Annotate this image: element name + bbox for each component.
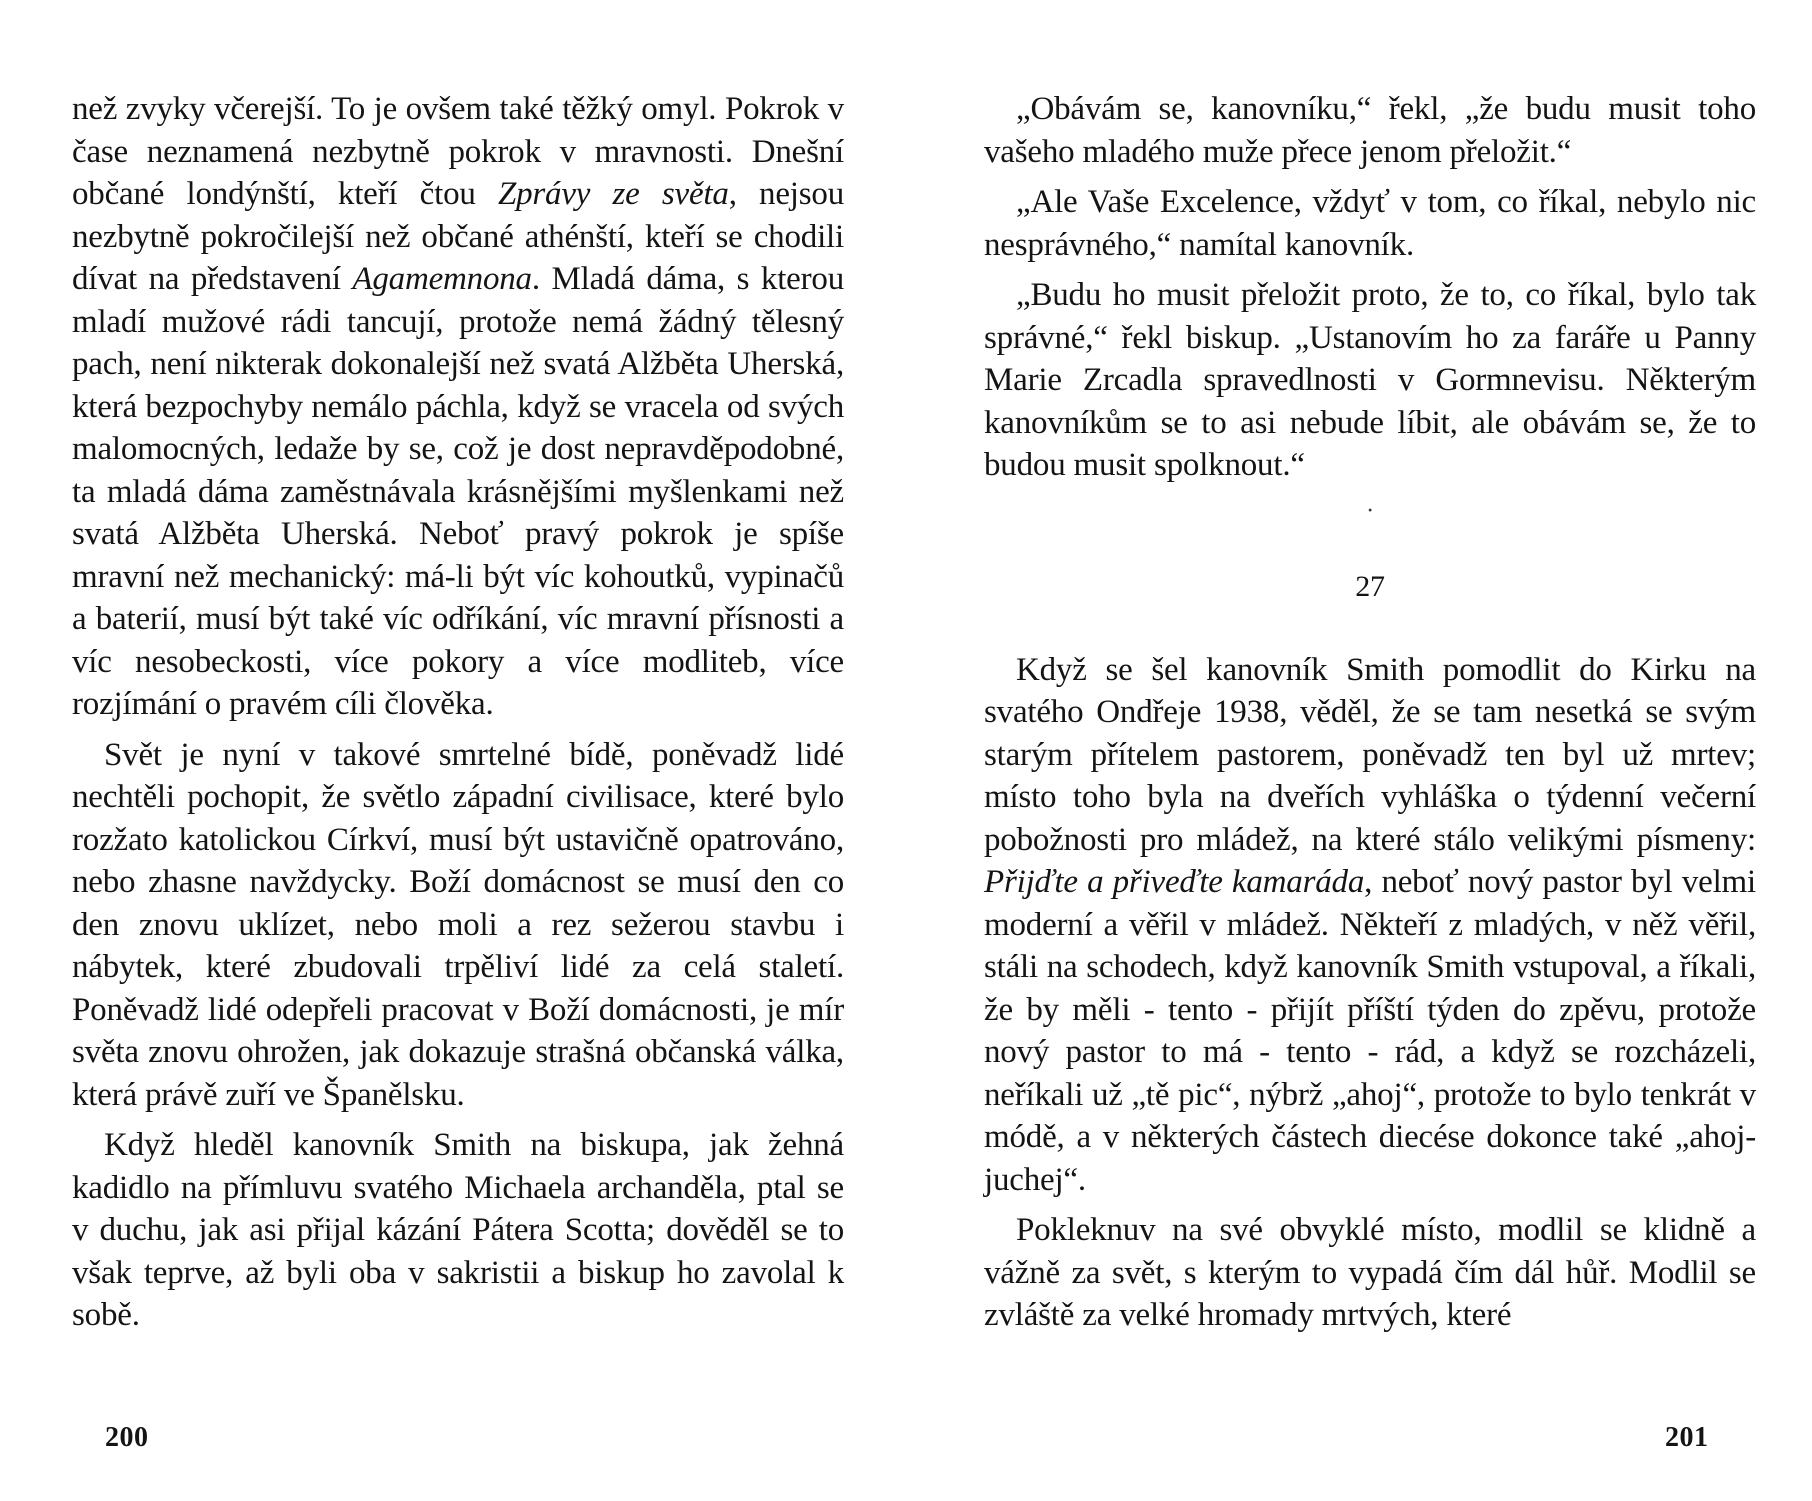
chapter-number: 27	[1355, 569, 1385, 603]
paragraph-text: Když hleděl kanovník Smith na biskupa, jak žehná kadidlo na přímluvu svatého Michaela archanděla, ptal se v duchu, jak asi přijal kázání Pátera Scotta; dověděl se to však teprve, až byli oba v sakristii a biskup ho zavolal k sobě.	[72, 1127, 844, 1333]
paragraph-text: Pokleknuv na své obvyklé místo, modlil se klidně a vážně za svět, s kterým to vypadá čím dál hůř. Modlil se zvláště za velké hromady mrtvých, které	[984, 1212, 1756, 1333]
right-text-before	[984, 88, 1756, 487]
paragraph	[72, 734, 844, 1117]
right-text-column	[984, 88, 1756, 1345]
italic-title-text: Přijďte a přiveďte kamaráda	[984, 864, 1365, 900]
paragraph-text: „Obávám se, kanovníku,“ řekl, „že budu musit toho vašeho mladého muže přece jenom přeložit.“	[984, 91, 1756, 170]
section-ornament: ·	[1366, 497, 1374, 524]
paragraph	[984, 181, 1756, 266]
paragraph	[984, 1209, 1756, 1337]
paragraph-text: „Budu ho musit přeložit proto, že to, co říkal, bylo tak správné,“ řekl biskup. „Ustanovím ho za faráře u Panny Marie Zrcadla spravedlnosti v Gormnevisu. Některým kanovníkům se to asi nebude líbit, ale obávám se, že to budou musit spolknout.“	[984, 277, 1756, 483]
paragraph-text: „Ale Vaše Excelence, vždyť v tom, co říkal, nebylo nic nesprávného,“ namítal kanovník.	[984, 184, 1756, 263]
paragraph	[984, 274, 1756, 487]
paragraph-text: , nejsou nezbytně pokročilejší než občané athénští, kteří se chodili dívat na představení	[72, 176, 844, 297]
left-text-column	[72, 88, 844, 1345]
italic-title-text: Agamemnona	[352, 261, 532, 297]
paragraph-text: Když se šel kanovník Smith pomodlit do Kirku na svatého Ondřeje 1938, věděl, že se tam nesetká se svým starým přítelem pastorem, poněvadž ten byl už mrtev; místo toho byla na dveřích vyhláška o týdenní večerní pobožnosti pro mládež, na které stálo velikými písmeny:	[984, 651, 1756, 858]
italic-title-text: Zprávy ze světa	[497, 176, 729, 212]
paragraph	[984, 88, 1756, 173]
right-page	[906, 0, 1812, 1501]
paragraph	[72, 88, 844, 726]
page-number-right: 201	[1665, 1422, 1709, 1453]
paragraph-text: , neboť nový pastor byl velmi moderní a věřil v mládež. Někteří z mladých, v něž věřil, stáli na schodech, když kanovník Smith vstupoval, a říkali, že by měli - tento - přijít příští týden do zpěvu, protože nový pastor to má - tento - rád, a když se rozcházeli, neříkali už „tě pic“, nýbrž „ahoj“, protože to bylo tenkrát v módě, a v některých částech diecése dokonce také „ahoj-juchej“.	[984, 864, 1756, 1198]
paragraph	[72, 1124, 844, 1337]
right-text-after	[984, 649, 1756, 1337]
page-number-left: 200	[105, 1422, 149, 1453]
paragraph-text: než zvyky včerejší. To je ovšem také těžký omyl. Pokrok v čase neznamená nezbytně pokrok v mravnosti. Dnešní občané londýnští, kteří čtou	[72, 91, 844, 212]
paragraph-text: Svět je nyní v takové smrtelné bídě, poněvadž lidé nechtěli pochopit, že světlo západní civilisace, které bylo rozžato katolickou Církví, musí být ustavičně opatrováno, nebo zhasne navždycky. Boží domácnost se musí den co den znovu uklízet, nebo moli a rez sežerou stavbu i nábytek, které zbudovali trpěliví lidé za celá staletí. Poněvadž lidé odepřeli pracovat v Boží domácnosti, je mír světa znovu ohrožen, jak dokazuje strašná občanská válka, která právě zuří ve Španělsku.	[72, 736, 844, 1113]
paragraph-text: . Mladá dáma, s kterou mladí mužové rádi tancují, protože nemá žádný tělesný pach, není nikterak dokonalejší než svatá Alžběta Uherská, která bezpochyby nemálo páchla, když se vracela od svých malomocných, ledaže by se, což je dost nepravděpodobné, ta mladá dáma zaměstnávala krásnějšími myšlenkami než svatá Alžběta Uherská. Neboť pravý pokrok je spíše mravní než mechanický: má-li být víc kohoutků, vypinačů a baterií, musí být také víc odříkání, víc mravní přísnosti a víc nesobeckosti, více pokory a více modliteb, více rozjímání o pravém cíli člověka.	[72, 261, 844, 722]
paragraph	[984, 649, 1756, 1202]
